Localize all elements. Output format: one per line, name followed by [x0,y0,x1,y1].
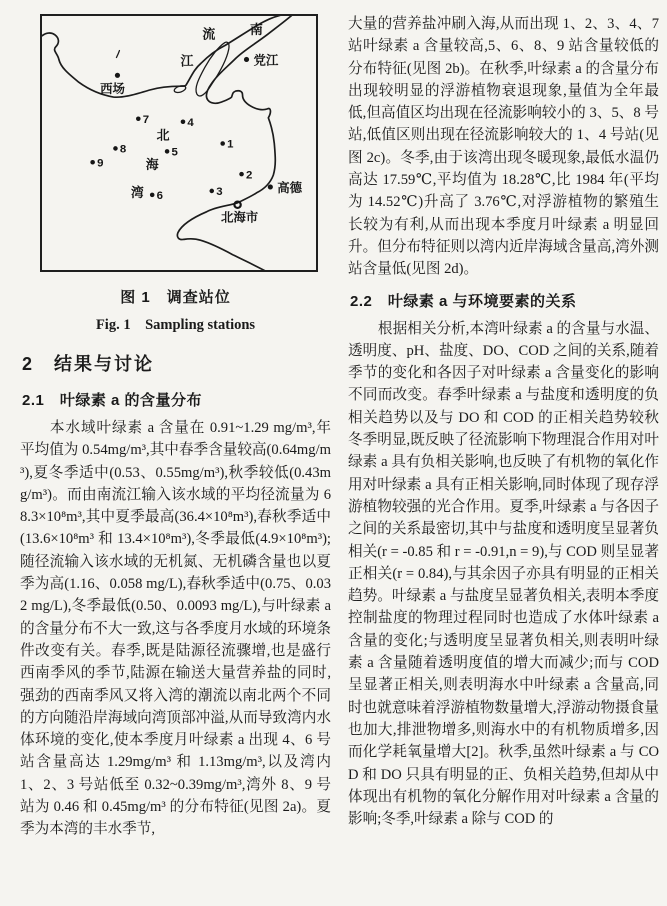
bay-name-char: 北 [156,127,170,143]
place-beihai-city-label: 北海市 [220,210,259,225]
bay-name-char: 海 [145,157,159,173]
section-2-2-paragraph: 根据相关分析,本湾叶绿素 a 的含量与水温、透明度、pH、盐度、DO、COD 之间的关系,随着季节的变化和各因子对叶绿素 a 含量变化的影响不同而改变。春季叶绿素 a 与盐度和透明度的负相关趋势以及与 DO 和 COD 的正相关趋势较秋冬季明显,既反映了径流影响下物理混合作用对叶绿素 a 具有负相关影响,也反映了有机物的氧化作用对叶绿素 a 具有正相关影响,同时体现了现存浮游植物较强的光合作用。夏季,叶绿素 a 与各因子之间的关系最密切,其中与盐度和透明度呈显著负相关(r = -0.85 和 r = -0.91,n = 9),与 COD 则呈显著正相关(r = 0.84),与其余因子亦具有明显的正相关趋势。叶绿素 a 与盐度呈显著负相关,表明本季度控制盐度的物理过程同时也造成了水体叶绿素 a 含量的变化;与透明度呈显著负相关,则表明叶绿素 a 含量随着透明度值的增大而减少;而与 COD 呈显著正相关,则表明海水中叶绿素 a 含量高,同时也就意味着浮游植物数量增大,浮游动物摄食量也加大,排泄物增多,则海水中的有机物质增多,因而化学耗氧量增大[2]。秋季,虽然叶绿素 a 与 COD 和 DO 只具有明显的正、负相关趋势,但却从中体现出有机物的氧化分解作用对叶绿素 a 含量的影响;冬季,叶绿素 a 除与 COD 的 [348,320,659,828]
section-2-1-heading: 2.1 叶绿素 a 的含量分布 [22,392,203,409]
station-2-dot [239,172,244,177]
section-2-2-heading: 2.2 叶绿素 a 与环境要素的关系 [350,292,577,310]
station-5-dot [165,149,170,154]
station-9-dot [90,160,95,165]
station-4-label: 4 [187,116,194,129]
west-coastline-path [42,16,281,97]
place-gaode-label: 高德 [277,180,303,195]
section-2-1-paragraph: 本水域叶绿素 a 含量在 0.91~1.29 mg/m³,年平均值为 0.54mg/m³,其中春季含量较高(0.64mg/m³),夏冬季适中(0.53、0.55mg/m³),秋季较低(0.43mg/m³)。而由南流江输入该水域的平均径流量为 68.3×10⁸m³,其中夏季最高(36.4×10⁸m³),春秋季适中(13.6×10⁸m³ 和 13.4×10⁸m³),冬季最低(4.9×10⁸m³);随径流输入该水域的无机氮、无机磷含量也以夏季为高(1.16、0.058 mg/L),春秋季适中(0.75、0.032 mg/L),冬季最低(0.50、0.0093 mg/L),与叶绿素 a 的含量分布不大一致,这与各季度月水域的环境条件改变有关。春季,既是陆源径流骤增,也是盛行西南季风的季节,陆源在输送大量营养盐的同时,强劲的西南季风又将入湾的潮流以南北两个不同的方向随沿岸海域向湾顶部冲溢,从而导致湾内水体环境的变化,使本季度月叶绿素 a 出现 4、6 号站含量高达 1.29mg/m³ 和 1.13mg/m³,以及湾内 1、2、3 号站低至 0.32~0.39mg/m³,湾外 8、9 号站为 0.46 和 0.45mg/m³ 的分布特征(见图 2a)。夏季为本湾的丰水季节, [20,420,331,838]
station-3-dot [209,189,214,194]
station-5-label: 5 [171,146,178,159]
map-box [40,14,318,272]
figure-1 [20,14,331,334]
river-name-char: 流 [202,26,216,42]
station-4-dot [181,119,186,124]
place-dangjiang-marker [244,57,249,62]
sampling-stations-map [42,16,316,270]
station-6-label: 6 [156,190,164,203]
bay-name-char: 湾 [130,184,144,200]
station-8-dot [113,146,118,151]
station-1-label: 1 [227,138,234,151]
section-2-heading: 2 结果与讨论 [22,354,155,374]
place-gaode-marker [268,184,273,189]
figure-1-caption [20,286,331,334]
station-1-dot [220,141,225,146]
figure-caption-en: Fig. 1 Sampling stations [95,317,256,333]
left-column [20,10,331,906]
river-name-char: 南 [249,21,263,37]
small-mark [116,51,119,58]
station-8-label: 8 [119,143,127,156]
station-7-dot [136,117,141,122]
place-xichang-label: 西场 [100,82,125,97]
river-name-char: 江 [180,53,194,69]
station-2-label: 2 [246,169,253,182]
place-dangjiang-label: 党江 [253,53,279,68]
station-9-label: 9 [97,157,104,170]
right-column [348,10,659,906]
station-6-dot [150,193,155,198]
section-2-1-paragraph-continued: 大量的营养盐冲刷入海,从而出现 1、2、3、4、7 站叶绿素 a 含量较高,5、6、8、9 站含量较低的分布特征(见图 2b)。在秋季,叶绿素 a 的含量分布出现较明显的浮游植物衰退现象,量值为全年最低,但高值区均出现在径流影响较小的 3、5、8 号站,低值区则出现在径流影响较大的 1、4 号站(见图 2c)。冬季,由于该湾出现冬暖现象,最低水温仍高达 17.59℃,平均值为 18.28℃,比 1984 年(平均为 14.52℃)升高了 3.76℃,对浮游植物的繁殖生长较为有利,从而出现本季度月叶绿素 a 明显回升。但分布特征则以湾内近岸海域含量高,湾外测站含量低(见图 2d)。 [348,16,659,278]
place-xichang-marker [115,73,120,78]
station-3-label: 3 [216,186,223,199]
place-beihai-city-marker [234,202,240,208]
station-7-label: 7 [142,113,150,126]
figure-caption-zh: 图 1 调查站位 [120,289,231,306]
